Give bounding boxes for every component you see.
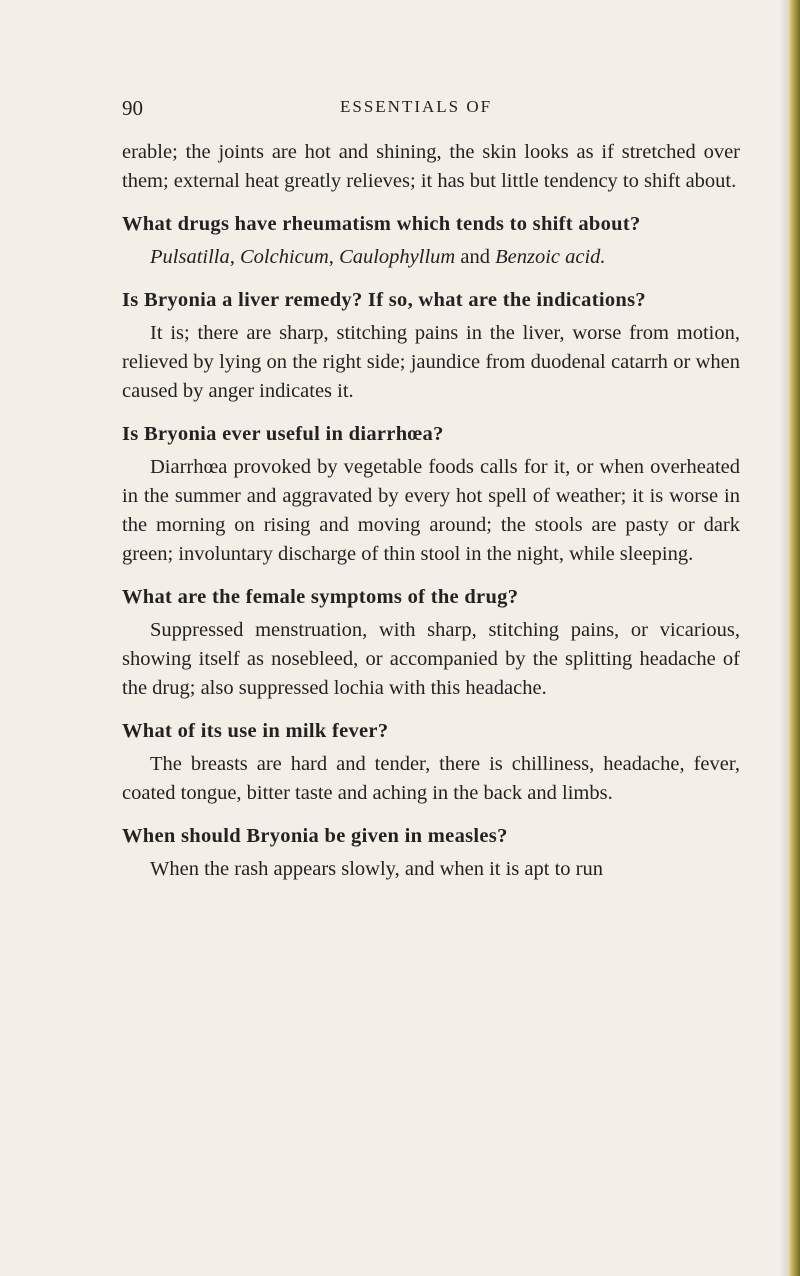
question-diarrhoea: Is Bryonia ever useful in diarrhœa? — [122, 423, 444, 445]
answer-diarrhoea: Diarrhœa provoked by vegetable foods calls for it, or when overheated in the summer and aggravated by every hot spell of weather; it is worse in the morning on rising and moving around; the stools are pasty or dark green; involuntary discharge of thin stool in the night, while sleeping. — [122, 456, 740, 565]
page-edge-shadow — [780, 0, 788, 1276]
page-body — [122, 138, 740, 884]
answer-milk-fever: The breasts are hard and tender, there is chilliness, headache, fever, coated tongue, bitter taste and aching in the back and limbs. — [122, 753, 740, 804]
page-number: 90 — [122, 96, 143, 120]
page-edge — [788, 0, 800, 1276]
answer-measles: When the rash appears slowly, and when it is apt to run — [150, 858, 603, 880]
drug-name: Caulophyllum — [339, 246, 456, 268]
answer-liver-remedy: It is; there are sharp, stitching pains in the liver, worse from motion, relieved by lying on the right side; jaundice from duodenal catarrh or when caused by anger indicates it. — [122, 322, 740, 402]
drug-name: Colchicum, — [239, 246, 334, 268]
question-measles: When should Bryonia be given in measles? — [122, 825, 508, 847]
running-head: ESSENTIALS OF — [340, 97, 493, 116]
drug-name: Benzoic acid. — [495, 246, 606, 268]
drug-name: Pulsatilla, — [150, 246, 235, 268]
answer-female-symptoms: Suppressed menstruation, with sharp, stitching pains, or vicarious, showing itself as nosebleed, or accompanied by the splitting headache of the drug; also suppressed lochia with this headache. — [122, 619, 740, 699]
paragraph-continuation: erable; the joints are hot and shining, the skin looks as if stretched over them; external heat greatly relieves; it has but little tendency to shift about. — [122, 141, 740, 192]
answer-shifting-rheumatism — [122, 243, 740, 272]
page-header — [122, 96, 742, 122]
question-milk-fever: What of its use in milk fever? — [122, 720, 389, 742]
question-liver-remedy: Is Bryonia a liver remedy? If so, what are the indications? — [122, 289, 646, 311]
answer-joiner: and — [460, 246, 490, 268]
question-female-symptoms: What are the female symptoms of the drug? — [122, 586, 519, 608]
question-shifting-rheumatism: What drugs have rheumatism which tends to shift about? — [122, 213, 641, 235]
